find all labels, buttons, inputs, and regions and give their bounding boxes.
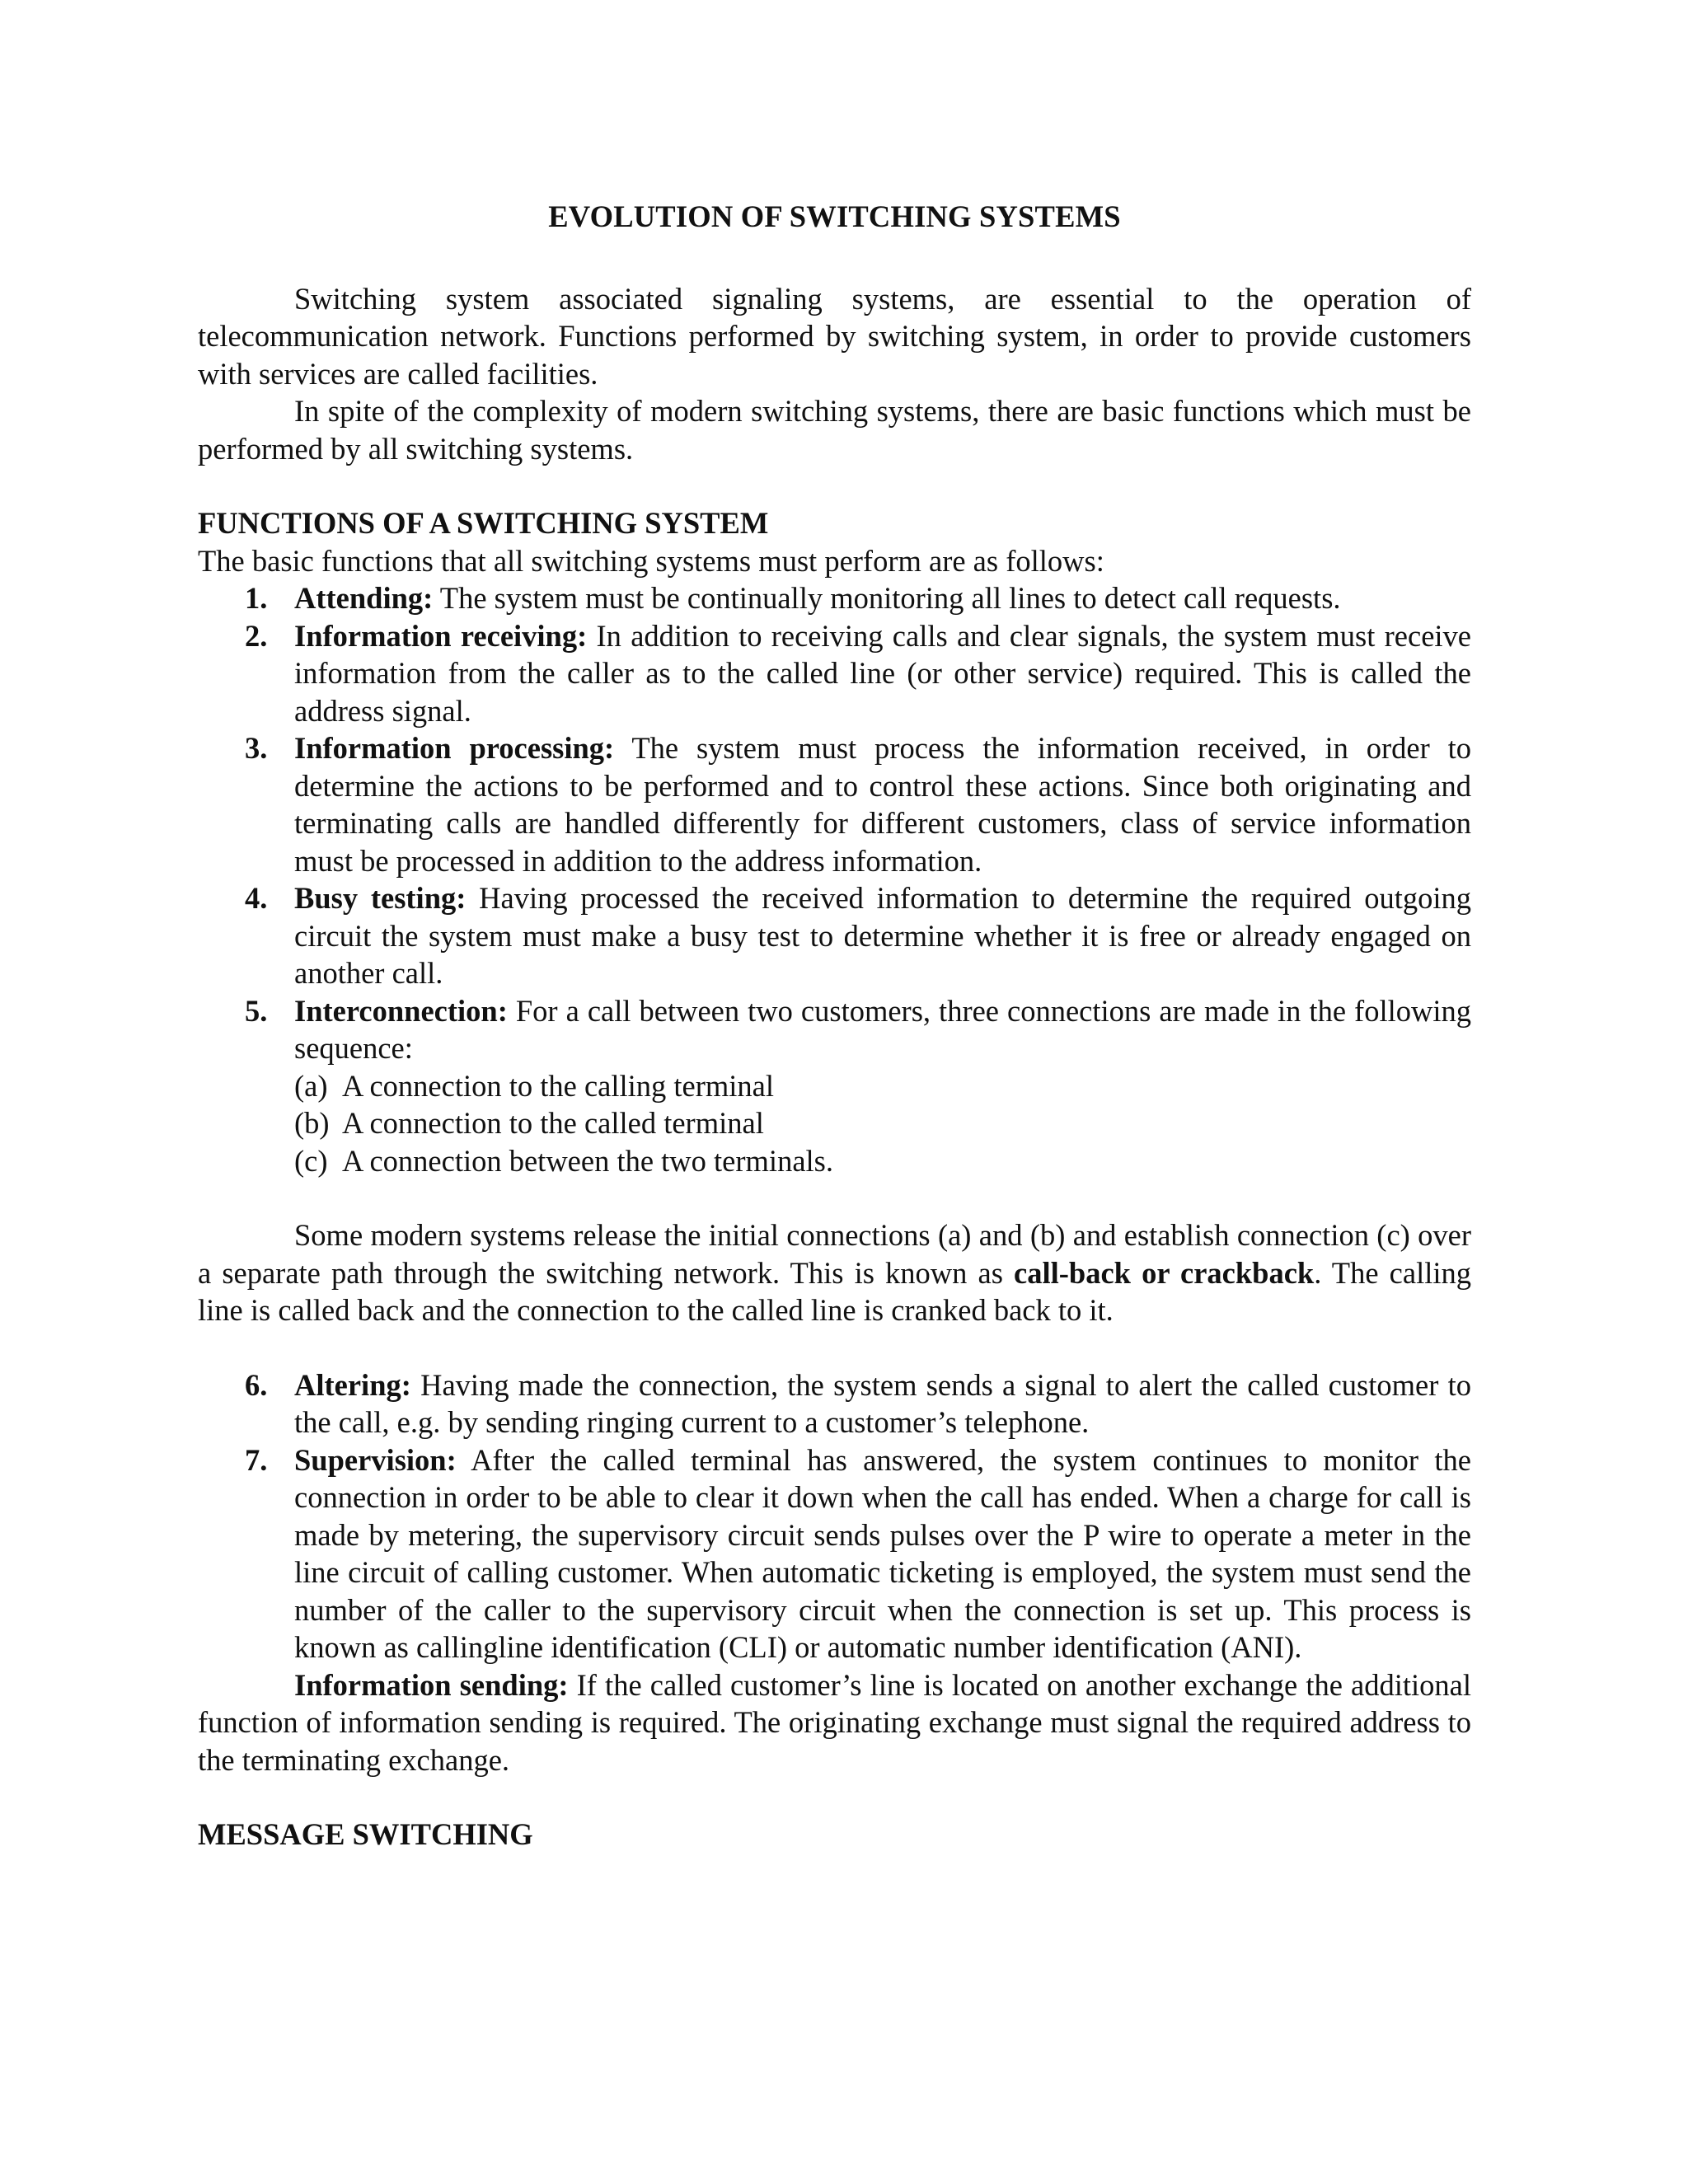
callback-text-before: Some modern systems release the initial connections (a) and (b) and establish connection (c) over a separate path through the switching network. This is known as bbox=[198, 1218, 1471, 1290]
function-item bbox=[198, 1441, 1471, 1666]
function-item bbox=[198, 879, 1471, 992]
spacer bbox=[198, 1179, 1471, 1216]
callback-paragraph bbox=[198, 1216, 1471, 1329]
function-item bbox=[198, 579, 1471, 617]
sub-item-label: (c) bbox=[294, 1143, 328, 1178]
sub-item-text: A connection between the two terminals. bbox=[342, 1143, 833, 1178]
page-title: EVOLUTION OF SWITCHING SYSTEMS bbox=[548, 199, 1121, 233]
item-term: Interconnection: bbox=[294, 993, 508, 1028]
item-number: 2. bbox=[245, 618, 268, 653]
item-text: After the called terminal has answered, the system continues to monitor the connection in order to be able to clear it down when the call has ended. When a charge for call is made by metering, the supervisory circuit sends pulses over the P wire to operate a meter in the line circuit of calling customer. When automatic ticketing is employed, the system must send the number of the caller to the supervisory circuit when the connection is set up. This process is known as callingline identification (CLI) or automatic number identification (ANI). bbox=[294, 1442, 1471, 1664]
info-sending-term: Information sending: bbox=[294, 1667, 569, 1702]
sub-item bbox=[294, 1067, 1471, 1105]
item-term: Altering: bbox=[294, 1367, 411, 1402]
item-text: Having made the connection, the system sends a signal to alert the called customer to the call, e.g. by sending ringing current to a customer’s telephone. bbox=[294, 1367, 1471, 1439]
document-page bbox=[198, 198, 1471, 1854]
function-item bbox=[198, 729, 1471, 879]
item-number: 7. bbox=[245, 1442, 268, 1477]
function-item bbox=[198, 1366, 1471, 1441]
message-switching-heading: MESSAGE SWITCHING bbox=[198, 1817, 533, 1851]
sub-item-label: (a) bbox=[294, 1068, 328, 1103]
item-text: Having processed the received information to determine the required outgoing circuit the system must make a busy test to determine whether it is free or already engaged on another call. bbox=[294, 881, 1471, 990]
sub-item-text: A connection to the called terminal bbox=[342, 1106, 764, 1140]
item-text: The system must process the information received, in order to determine the actions to be performed and to control these actions. Since both originating and terminating calls are handled differently for different customers, class of service information must be processed in addition to the address information. bbox=[294, 731, 1471, 878]
sub-item-text: A connection to the calling terminal bbox=[342, 1068, 775, 1103]
functions-lead: The basic functions that all switching systems must perform are as follows: bbox=[198, 543, 1104, 578]
intro-paragraph-1: Switching system associated signaling systems, are essential to the operation of telecommunication network. Functions performed by switching system, in order to provide customers with services are called facilities. bbox=[198, 281, 1471, 391]
item-number: 5. bbox=[245, 993, 268, 1028]
item-term: Information processing: bbox=[294, 731, 615, 765]
sub-item bbox=[294, 1104, 1471, 1142]
item-text: The system must be continually monitoring all lines to detect call requests. bbox=[433, 581, 1341, 615]
interconnection-sublist bbox=[294, 1067, 1471, 1180]
information-sending-paragraph bbox=[198, 1666, 1471, 1779]
functions-list bbox=[198, 579, 1471, 1179]
function-item bbox=[198, 992, 1471, 1180]
item-term: Attending: bbox=[294, 581, 434, 615]
sub-item-label: (b) bbox=[294, 1106, 330, 1140]
callback-text-after: . The calling line is called back and the connection to the called line is cranked back to it. bbox=[198, 1255, 1471, 1327]
callback-term: call-back or crackback bbox=[1014, 1255, 1315, 1290]
spacer bbox=[198, 1329, 1471, 1366]
functions-heading: FUNCTIONS OF A SWITCHING SYSTEM bbox=[198, 506, 769, 540]
item-number: 1. bbox=[245, 581, 268, 615]
item-text: For a call between two customers, three connections are made in the following sequence: bbox=[294, 993, 1471, 1065]
function-item bbox=[198, 617, 1471, 730]
sub-item bbox=[294, 1142, 1471, 1180]
item-text: In addition to receiving calls and clear signals, the system must receive information from the caller as to the called line (or other service) required. This is called the address signal. bbox=[294, 618, 1471, 728]
item-term: Information receiving: bbox=[294, 618, 588, 653]
info-sending-text: If the called customer’s line is located on another exchange the additional function of information sending is required. The originating exchange must signal the required address to the terminating exchange. bbox=[198, 1667, 1471, 1777]
functions-list-continued bbox=[198, 1366, 1471, 1666]
item-number: 4. bbox=[245, 881, 268, 915]
intro-paragraph-2: In spite of the complexity of modern switching systems, there are basic functions which must be performed by all switching systems. bbox=[198, 394, 1471, 466]
item-number: 3. bbox=[245, 731, 268, 765]
item-term: Supervision: bbox=[294, 1442, 457, 1477]
item-number: 6. bbox=[245, 1367, 268, 1402]
item-term: Busy testing: bbox=[294, 881, 467, 915]
